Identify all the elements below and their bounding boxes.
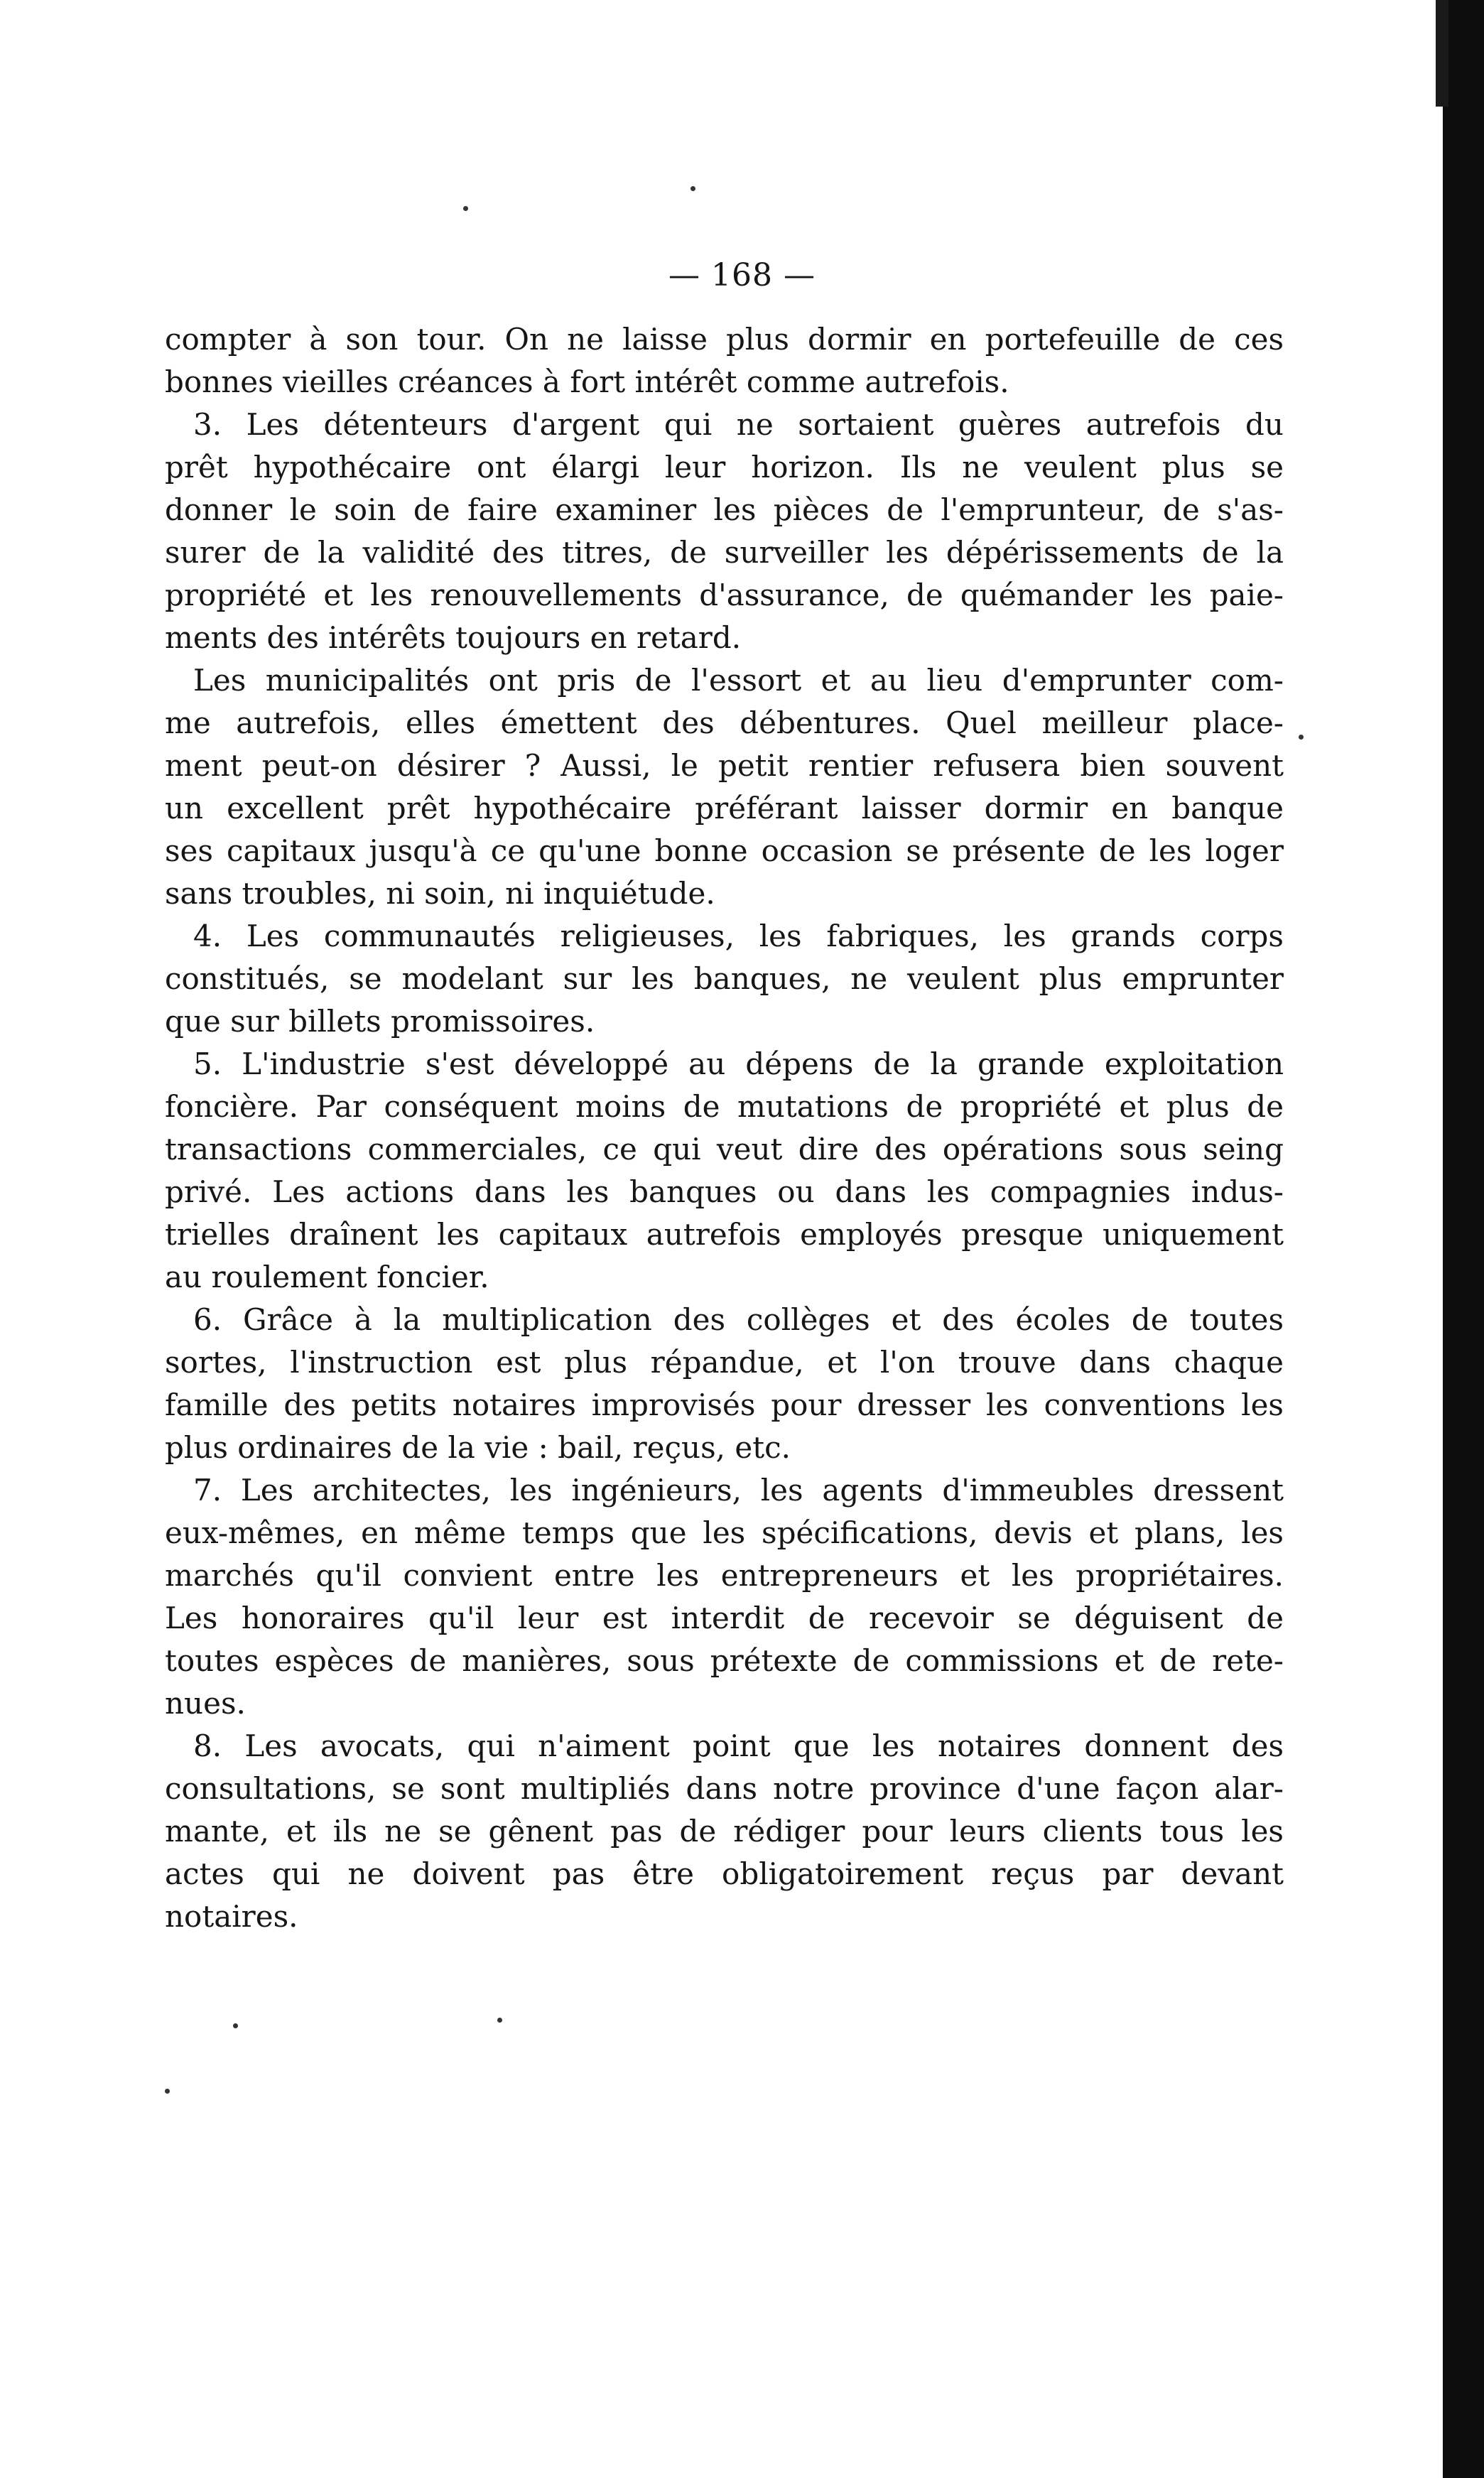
print-speck bbox=[690, 186, 695, 191]
print-speck bbox=[497, 2018, 502, 2023]
text-line: notaires. bbox=[165, 1899, 298, 1934]
text-line: famille des petits notaires improvisés pour dresser les conventions les bbox=[165, 1387, 1284, 1422]
body-text bbox=[165, 318, 1284, 1938]
text-line: consultations, se sont multipliés dans notre province d'une façon alar- bbox=[165, 1771, 1284, 1806]
text-line: ses capitaux jusqu'à ce qu'une bonne occasion se présente de les loger bbox=[165, 833, 1284, 868]
text-line: sans troubles, ni soin, ni inquiétude. bbox=[165, 876, 715, 911]
text-line: prêt hypothécaire ont élargi leur horizon. Ils ne veulent plus se bbox=[165, 450, 1284, 485]
text-line: constitués, se modelant sur les banques, ne veulent plus emprunter bbox=[165, 961, 1284, 996]
text-line: compter à son tour. On ne laisse plus dormir en portefeuille de ces bbox=[165, 322, 1284, 357]
text-line: un excellent prêt hypothécaire préférant laisser dormir en banque bbox=[165, 791, 1284, 826]
text-line: transactions commerciales, ce qui veut dire des opérations sous seing bbox=[165, 1132, 1284, 1167]
binding-edge bbox=[1443, 0, 1484, 2478]
text-line: eux-mêmes, en même temps que les spécifications, devis et plans, les bbox=[165, 1515, 1284, 1550]
text-line: Les municipalités ont pris de l'essort et au lieu d'emprunter com- bbox=[193, 663, 1284, 698]
text-line: que sur billets promissoires. bbox=[165, 1004, 595, 1039]
text-line: ments des intérêts toujours en retard. bbox=[165, 620, 742, 655]
print-speck bbox=[463, 206, 468, 211]
text-line: mante, et ils ne se gênent pas de rédiger pour leurs clients tous les bbox=[165, 1814, 1284, 1849]
text-line: ment peut-on désirer ? Aussi, le petit rentier refusera bien souvent bbox=[165, 748, 1284, 783]
text-line: me autrefois, elles émettent des débentures. Quel meilleur place- bbox=[165, 705, 1284, 740]
text-line: 6. Grâce à la multiplication des collèges et des écoles de toutes bbox=[193, 1302, 1284, 1337]
text-line: 3. Les détenteurs d'argent qui ne sortaient guères autrefois du bbox=[193, 407, 1284, 442]
text-line: donner le soin de faire examiner les pièces de l'emprunteur, de s'as- bbox=[165, 492, 1284, 527]
text-line: sortes, l'instruction est plus répandue, et l'on trouve dans chaque bbox=[165, 1345, 1284, 1380]
text-line: Les honoraires qu'il leur est interdit de recevoir se déguisent de bbox=[165, 1601, 1284, 1635]
text-line: privé. Les actions dans les banques ou dans les compagnies indus- bbox=[165, 1174, 1284, 1209]
text-line: propriété et les renouvellements d'assurance, de quémander les paie- bbox=[165, 578, 1284, 612]
text-line: 7. Les architectes, les ingénieurs, les agents d'immeubles dressent bbox=[193, 1473, 1284, 1508]
text-line: 4. Les communautés religieuses, les fabriques, les grands corps bbox=[193, 919, 1284, 953]
print-speck bbox=[165, 2089, 170, 2094]
text-line: plus ordinaires de la vie : bail, reçus, etc. bbox=[165, 1430, 791, 1465]
print-speck bbox=[1299, 735, 1304, 740]
page-number: — 168 — bbox=[668, 257, 816, 293]
text-line: au roulement foncier. bbox=[165, 1260, 489, 1294]
text-line: bonnes vieilles créances à fort intérêt comme autrefois. bbox=[165, 364, 1009, 399]
text-line: surer de la validité des titres, de surveiller les dépérissements de la bbox=[165, 535, 1284, 570]
text-line: marchés qu'il convient entre les entrepreneurs et les propriétaires. bbox=[165, 1558, 1284, 1593]
text-line: nues. bbox=[165, 1686, 246, 1721]
binding-notch bbox=[1436, 0, 1448, 107]
text-line: actes qui ne doivent pas être obligatoirement reçus par devant bbox=[165, 1856, 1284, 1891]
text-line: toutes espèces de manières, sous prétexte de commissions et de rete- bbox=[165, 1643, 1284, 1678]
text-line: 8. Les avocats, qui n'aiment point que les notaires donnent des bbox=[193, 1728, 1284, 1763]
text-line: foncière. Par conséquent moins de mutations de propriété et plus de bbox=[165, 1089, 1284, 1124]
text-line: trielles draînent les capitaux autrefois employés presque uniquement bbox=[165, 1217, 1284, 1252]
print-speck bbox=[233, 2023, 238, 2028]
text-line: 5. L'industrie s'est développé au dépens de la grande exploitation bbox=[193, 1046, 1284, 1081]
